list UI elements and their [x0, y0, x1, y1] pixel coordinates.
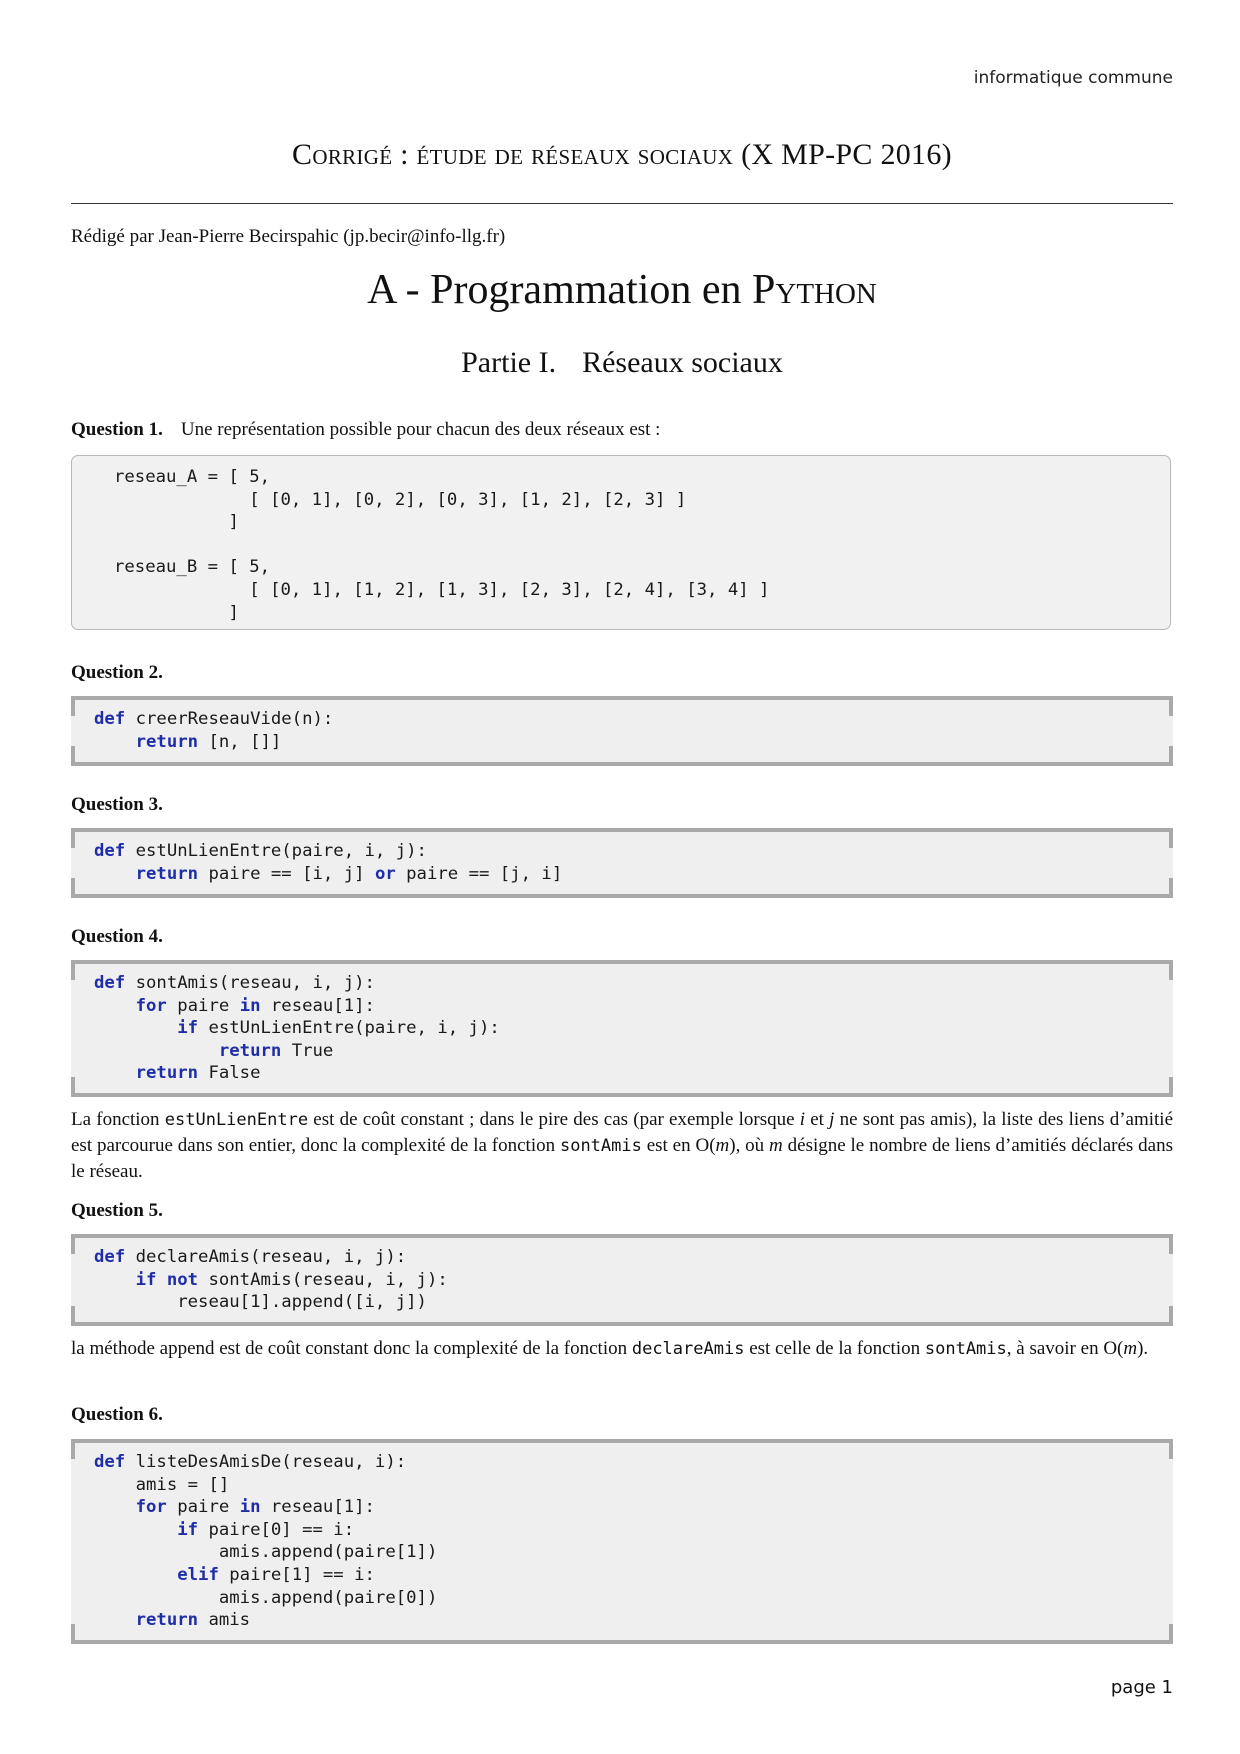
- code-text: amis.append(paire[0]): [218, 1587, 438, 1608]
- code-text: paire: [166, 995, 240, 1016]
- code-text: paire[1] == i:: [218, 1564, 375, 1585]
- page-number: page 1: [1110, 1677, 1173, 1698]
- code-line: ]: [114, 602, 239, 623]
- keyword: def: [94, 1452, 126, 1472]
- code-q4: [94, 972, 500, 1085]
- question-5-label: Question 5.: [71, 1200, 163, 1221]
- part-heading: [71, 346, 1173, 380]
- question-2-label: Question 2.: [71, 662, 163, 683]
- text: la méthode append est de coût constant donc la complexité de la fonction: [71, 1338, 632, 1359]
- question-6-label: Question 6.: [71, 1404, 163, 1425]
- code-text: amis.append(paire[1]): [218, 1542, 438, 1563]
- paragraph-q4: [71, 1107, 1173, 1184]
- title-main: Corrigé : étude de réseaux sociaux: [292, 138, 734, 171]
- code-text: declareAmis(reseau, i, j):: [125, 1247, 407, 1267]
- math-var: m: [769, 1135, 783, 1156]
- keyword: in: [239, 1497, 261, 1518]
- code-text: paire: [166, 1497, 240, 1518]
- keyword: or: [374, 863, 396, 884]
- code-block-q3: [71, 828, 1173, 898]
- keyword: return: [135, 731, 199, 752]
- title-rule: [71, 203, 1173, 204]
- question-3-heading: [71, 794, 163, 816]
- keyword: return: [135, 863, 199, 884]
- text: est en O(: [641, 1135, 716, 1156]
- text: ne sont pas amis), la liste des liens d’amitié est parcourue dans son entier, donc la complexité de la fonction: [71, 1109, 1174, 1156]
- text: désigne le nombre de liens d’amitiés déclarés dans le réseau.: [71, 1135, 1174, 1182]
- part-title: Réseaux sociaux: [582, 346, 783, 379]
- inline-code: declareAmis: [631, 1339, 745, 1359]
- keyword: def: [94, 973, 126, 993]
- code-text: reseau[1]:: [260, 1497, 375, 1518]
- code-block-q6: [71, 1439, 1173, 1644]
- code-line: [ [0, 1], [0, 2], [0, 3], [1, 2], [2, 3] ]: [114, 489, 687, 510]
- question-3-label: Question 3.: [71, 794, 163, 815]
- inline-code: sontAmis: [924, 1339, 1007, 1359]
- text: , à savoir en O(: [1006, 1338, 1124, 1359]
- code-q5: [94, 1246, 448, 1314]
- text: et: [805, 1109, 830, 1130]
- document-title: [71, 138, 1173, 172]
- keyword: for: [135, 995, 167, 1016]
- code-text: estUnLienEntre(paire, i, j):: [198, 1018, 500, 1039]
- math-var: j: [829, 1109, 835, 1130]
- code-text: reseau[1].append([i, j]): [177, 1292, 427, 1313]
- code-text: estUnLienEntre(paire, i, j):: [125, 841, 427, 861]
- text: ), où: [729, 1135, 770, 1156]
- question-2-heading: [71, 662, 163, 684]
- code-text: sontAmis(reseau, i, j):: [198, 1269, 448, 1290]
- author-line: Rédigé par Jean-Pierre Becirspahic (jp.becir@info-llg.fr): [71, 226, 506, 247]
- code-text: paire == [j, i]: [395, 863, 563, 884]
- keyword: return: [135, 1610, 199, 1631]
- math-var: i: [799, 1109, 806, 1130]
- keyword: not: [166, 1269, 199, 1290]
- inline-code: sontAmis: [559, 1136, 642, 1156]
- code-block-q4: [71, 960, 1173, 1097]
- keyword: elif: [177, 1564, 219, 1585]
- code-text: paire[0] == i:: [198, 1519, 355, 1540]
- keyword: def: [94, 1247, 126, 1267]
- code-q2: [94, 708, 333, 753]
- question-1-text: Une représentation possible pour chacun des deux réseaux est :: [180, 419, 661, 440]
- document-page: [71, 0, 1173, 1754]
- section-heading: [71, 266, 1173, 314]
- question-4-heading: [71, 926, 163, 948]
- question-6-heading: [71, 1404, 163, 1426]
- keyword: def: [94, 841, 126, 861]
- text: est de coût constant ; dans le pire des cas (par exemple lorsque: [308, 1109, 800, 1130]
- inline-code: estUnLienEntre: [164, 1110, 309, 1130]
- keyword: if: [177, 1018, 199, 1039]
- keyword: if: [135, 1269, 157, 1290]
- keyword: in: [239, 995, 261, 1016]
- keyword: def: [94, 709, 126, 729]
- code-text: [n, []]: [198, 731, 282, 752]
- question-1-heading: [71, 419, 660, 441]
- paragraph-q5: [71, 1336, 1173, 1362]
- section-lang: Python: [752, 267, 877, 313]
- code-text: sontAmis(reseau, i, j):: [125, 973, 375, 993]
- keyword: if: [177, 1519, 199, 1540]
- section-prefix: A - Programmation en: [367, 267, 742, 313]
- code-q3: [94, 840, 562, 885]
- code-line: reseau_B = [ 5,: [114, 557, 271, 578]
- code-text: amis = []: [135, 1474, 230, 1495]
- code-line: reseau_A = [ 5,: [114, 467, 271, 487]
- question-5-heading: [71, 1200, 163, 1222]
- code-q6: [94, 1451, 437, 1632]
- text: ).: [1137, 1338, 1149, 1359]
- code-block-q2: [71, 696, 1173, 766]
- code-text: True: [281, 1040, 334, 1061]
- question-4-label: Question 4.: [71, 926, 163, 947]
- keyword: return: [135, 1063, 199, 1084]
- code-text: listeDesAmisDe(reseau, i):: [125, 1452, 407, 1472]
- part-number: Partie I.: [461, 346, 557, 379]
- question-1-label: Question 1.: [71, 419, 163, 440]
- keyword: return: [218, 1040, 282, 1061]
- text: La fonction: [71, 1109, 165, 1130]
- code-block-q5: [71, 1234, 1173, 1326]
- code-q1: [114, 466, 769, 624]
- code-line: ]: [114, 512, 239, 533]
- code-text: reseau[1]:: [260, 995, 375, 1016]
- math-var: m: [715, 1135, 730, 1156]
- code-text: False: [198, 1063, 261, 1084]
- code-text: paire == [i, j]: [198, 863, 375, 884]
- code-line: [ [0, 1], [1, 2], [1, 3], [2, 3], [2, 4], [3, 4] ]: [114, 579, 770, 600]
- course-header: informatique commune: [973, 68, 1173, 88]
- title-suffix: (X MP-PC 2016): [741, 138, 952, 171]
- math-var: m: [1123, 1338, 1138, 1359]
- code-text: creerReseauVide(n):: [125, 709, 334, 729]
- code-text: amis: [198, 1610, 251, 1631]
- text: est celle de la fonction: [744, 1338, 925, 1359]
- code-block-q1: [71, 455, 1171, 630]
- keyword: for: [135, 1497, 167, 1518]
